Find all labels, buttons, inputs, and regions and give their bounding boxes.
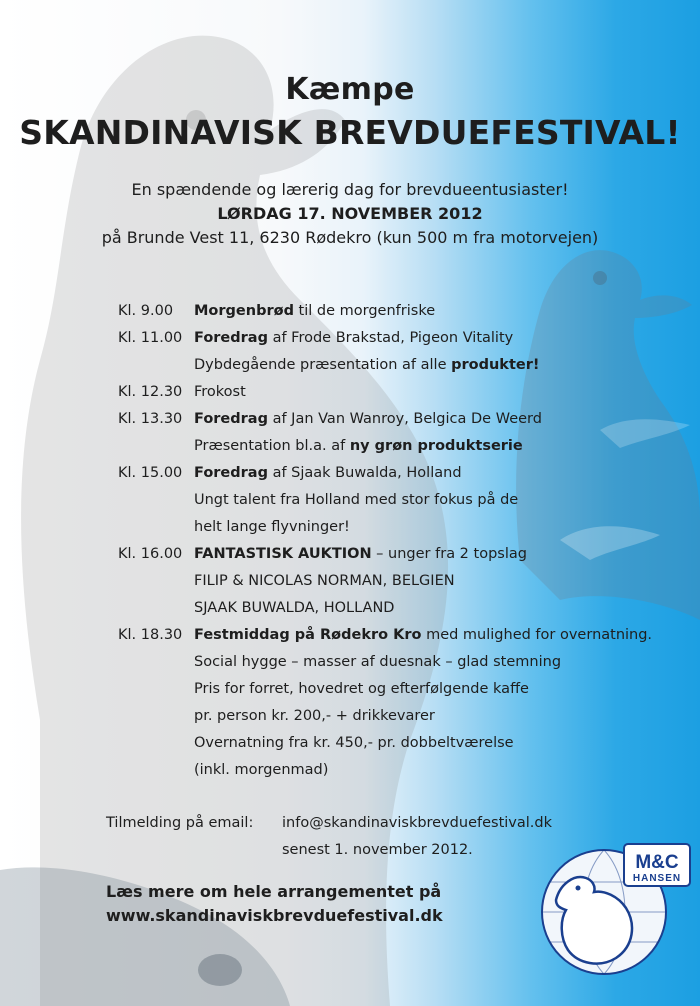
bottom-pigeon-eye-shape <box>198 954 242 986</box>
schedule-description-line <box>194 492 518 508</box>
schedule-text: SJAAK BUWALDA, HOLLAND <box>194 600 395 616</box>
logo-text-hansen: HANSEN <box>632 873 682 884</box>
schedule-bold-text-after: ny grøn produktserie <box>349 438 523 454</box>
schedule-time: Kl. 18.30 <box>118 627 183 643</box>
schedule-text: (inkl. morgenmad) <box>194 762 329 778</box>
schedule-description-line <box>194 384 246 400</box>
schedule-description-line <box>194 762 328 778</box>
schedule-bold-text: Foredrag <box>194 330 268 346</box>
schedule-bold-text-after: produkter! <box>451 357 540 373</box>
schedule-description-line <box>194 654 561 670</box>
logo-text-mc: M&C <box>635 852 679 873</box>
schedule-time: Kl. 15.00 <box>118 465 183 481</box>
schedule-description-line <box>194 735 514 751</box>
schedule-text: Ungt talent fra Holland med stor fokus på de <box>194 492 519 508</box>
schedule-text: af Sjaak Buwalda, Holland <box>267 465 462 481</box>
schedule-description-line <box>194 357 539 373</box>
schedule-bold-text: Morgenbrød <box>194 303 294 319</box>
website-link[interactable]: www.skandinaviskbrevduefestival.dk <box>106 906 443 925</box>
schedule-description-line <box>194 330 513 346</box>
signup-deadline: senest 1. november 2012. <box>282 842 473 858</box>
right-pigeon-eye-shape <box>593 271 607 285</box>
title-line-2: SKANDINAVISK BREVDUEFESTIVAL! <box>19 113 681 152</box>
schedule-text: af Frode Brakstad, Pigeon Vitality <box>267 330 514 346</box>
schedule-time: Kl. 11.00 <box>118 330 183 346</box>
schedule-text: med mulighed for overnatning. <box>421 627 653 643</box>
event-date: LØRDAG 17. NOVEMBER 2012 <box>217 204 483 223</box>
schedule-text: til de morgenfriske <box>293 303 436 319</box>
schedule-text: Social hygge – masser af duesnak – glad stemning <box>194 654 562 670</box>
logo-pigeon-eye <box>576 886 581 891</box>
schedule-description-line <box>194 303 435 319</box>
schedule-text: – unger fra 2 topslag <box>371 546 527 562</box>
schedule-bold-text: Festmiddag på Rødekro Kro <box>194 627 422 643</box>
schedule-description-line <box>194 681 529 697</box>
mc-hansen-logo <box>526 830 696 980</box>
schedule-description-line <box>194 411 542 427</box>
schedule-description-line <box>194 438 523 454</box>
schedule-time: Kl. 13.30 <box>118 411 183 427</box>
schedule-text: Dybdegående præsentation af alle <box>194 357 452 373</box>
schedule-time: Kl. 9.00 <box>118 303 174 319</box>
schedule-text: helt lange flyvninger! <box>194 519 350 535</box>
schedule-text: af Jan Van Wanroy, Belgica De Weerd <box>267 411 542 427</box>
schedule-time: Kl. 16.00 <box>118 546 183 562</box>
schedule-description-line <box>194 546 527 562</box>
schedule-text: Præsentation bl.a. af <box>194 438 350 454</box>
schedule-bold-text: FANTASTISK AUKTION <box>194 546 372 562</box>
schedule-time: Kl. 12.30 <box>118 384 183 400</box>
title-line-1: Kæmpe <box>285 72 415 107</box>
schedule-text: Overnatning fra kr. 450,- pr. dobbeltværelse <box>194 735 514 751</box>
schedule-description-line <box>194 708 435 724</box>
schedule-description-line <box>194 600 394 616</box>
schedule-description-line <box>194 465 462 481</box>
signup-label: Tilmelding på email: <box>106 815 254 831</box>
schedule-bold-text: Foredrag <box>194 411 268 427</box>
schedule-text: Frokost <box>194 384 246 400</box>
schedule-text: Pris for forret, hovedret og efterfølgende kaffe <box>194 681 529 697</box>
schedule-description-line <box>194 519 350 535</box>
subtitle: En spændende og lærerig dag for brevdueentusiaster! <box>131 180 569 199</box>
schedule-text: pr. person kr. 200,- + drikkevarer <box>194 708 435 724</box>
schedule-text: FILIP & NICOLAS NORMAN, BELGIEN <box>194 573 455 589</box>
schedule-description-line <box>194 627 652 643</box>
schedule-description-line <box>194 573 455 589</box>
schedule-bold-text: Foredrag <box>194 465 268 481</box>
more-info-text: Læs mere om hele arrangementet på <box>106 882 442 901</box>
event-address: på Brunde Vest 11, 6230 Rødekro (kun 500 m fra motorvejen) <box>101 228 599 247</box>
signup-email[interactable]: info@skandinaviskbrevduefestival.dk <box>282 815 552 831</box>
